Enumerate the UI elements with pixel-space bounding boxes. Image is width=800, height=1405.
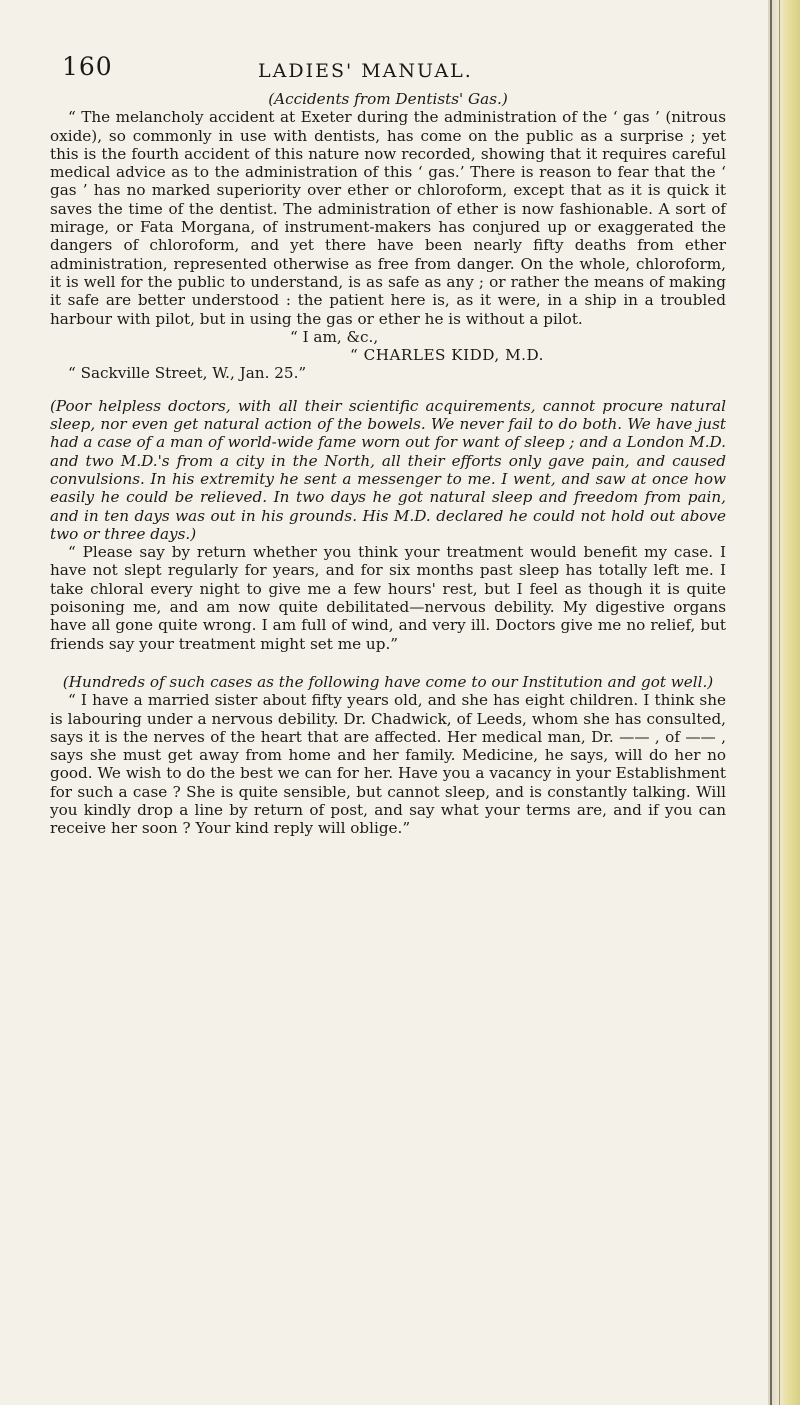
letter-kidd-dateline: “ Sackville Street, W., Jan. 25.”: [68, 364, 307, 383]
letter-kidd-closing: “ I am, &c.,: [290, 327, 379, 346]
section-heading-hundreds-of-cases: (Hundreds of such cases as the following have come to our Institution and got well.): [62, 672, 714, 691]
page-edge-strip: [768, 0, 800, 1405]
spacer: [50, 383, 726, 397]
section-heading-dentists-gas: (Accidents from Dentists' Gas.): [268, 90, 508, 108]
letter-kidd-body: “ The melancholy accident at Exeter during the administration of the ‘ gas ’ (nitrous oxide), so commonly in use with dentists, has come on the public as a surprise ; yet this is the fourth accident of this nature now recorded, showing that it requires careful medical advice as to the administration of this ‘ gas.’ There is reason to fear that the ‘ gas ’ has no marked superiority over ether or chloroform, except that as it is quick it saves the time of the dentist. The administration of ether is now fashionable. A sort of mirage, or Fata Morgana, of instrument-makers has conjured up or exaggerated the dangers of chloroform, and yet there have been nearly fifty deaths from ether administration, represented otherwise as free from danger. On the whole, chloroform, it is well for the public to understand, is as safe as any ; or rather the means of making it safe are better understood : the patient here is, as it were, in a ship in a troubled harbour with pilot, but in using the gas or ether he is without a pilot.: [50, 108, 726, 328]
page-number: 160: [62, 52, 113, 81]
body-text: [50, 90, 726, 838]
letter-married-sister: “ I have a married sister about fifty years old, and she has eight children. I think she is labouring under a nervous debility. Dr. Chadwick, of Leeds, whom she has consulted, says it is the nerves of the heart that are affected. Her medical man, Dr. —— , of —— , says she must get away from home and her family. Medicine, he says, will do her no good. We wish to do the best we can for her. Have you a vacancy in your Establishment for such a case ? She is quite sensible, but cannot sleep, and is constantly talking. Will you kindly drop a line by return of post, and say what your terms are, and if you can receive her soon ? Your kind reply will oblige.”: [50, 691, 726, 838]
spacer: [50, 653, 726, 673]
page-edge-line-secondary: [779, 0, 780, 1405]
editorial-note-helpless-doctors: (Poor helpless doctors, with all their scientific acquirements, cannot procure natural sleep, nor even get natural action of the bowels. We never fail to do both. We have just had a case of a man of world-wide fame worn out for want of sleep ; and a London M.D. and two M.D.'s from a city in the North, all their efforts only gave pain, and caused convulsions. In his extremity he sent a messenger to me. I went, and saw at once how easily he could be relieved. In two days he got natural sleep and freedom from pain, and in ten days was out in his grounds. His M.D. declared he could not hold out above two or three days.): [50, 396, 726, 543]
running-head: LADIES' MANUAL.: [258, 60, 473, 82]
letter-sleepless-patient: “ Please say by return whether you think your treatment would benefit my case. I have not slept regularly for years, and for six months past sleep has totally left me. I take chloral every night to give me a few hours' rest, but I feel as though it is quite poisoning me, and am now quite debilitated—nervous debility. My digestive organs have all gone quite wrong. I am full of wind, and very ill. Doctors give me no relief, but friends say your treatment might set me up.”: [50, 543, 726, 653]
letter-kidd-signature: “ CHARLES KIDD, M.D.: [350, 346, 544, 365]
page-edge-line: [770, 0, 772, 1405]
